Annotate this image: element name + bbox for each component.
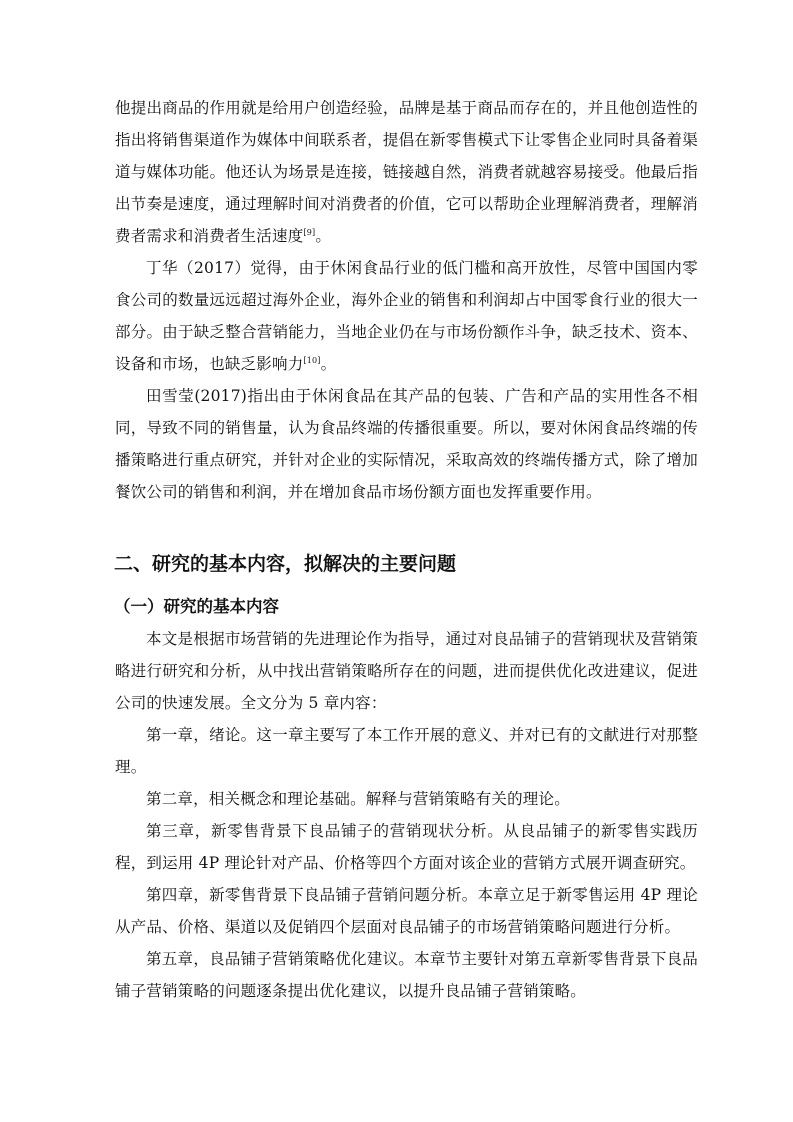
paragraph-chapter-2: 第二章，相关概念和理论基础。解释与营销策略有关的理论。 [146,790,570,808]
literature-review-section [115,92,698,508]
paragraph-chapter-4: 第四章，新零售背景下良品铺子营销问题分析。本章立足于新零售运用 4P 理论从产品、价格、渠道以及促销四个层面对良品铺子的市场营销策略问题进行分析。 [115,886,698,936]
paragraph-ding-hua: 丁华（2017）觉得，由于休闲食品行业的低门槛和高开放性，尽管中国国内零食公司的数量远远超过海外企业，海外企业的销售和利润却占中国零食行业的很大一部分。由于缺乏整合营销能力，当地企业仍在与市场份额作斗争，缺乏技术、资本、设备和市场，也缺乏影响力[10]。 [115,259,698,373]
paragraph-chapter-1: 第一章，绪论。这一章主要写了本工作开展的意义、并对已有的文献进行对那整理。 [115,726,698,776]
citation-ref: [9] [303,228,316,237]
subsection-heading: （一）研究的基本内容 [114,597,279,616]
paragraph-intro: 本文是根据市场营销的先进理论作为指导，通过对良品铺子的营销现状及营销策略进行研究和分析，从中找出营销策略所存在的问题，进而提供优化改进建议，促进公司的快速发展。全文分为 5 章内容： [115,630,698,712]
paragraph-chapter-5: 第五章，良品铺子营销策略优化建议。本章节主要针对第五章新零售背景下良品铺子营销策略的问题逐条提出优化建议，以提升良品铺子营销策略。 [115,950,698,1000]
research-content-section [115,623,698,1007]
section-heading: 二、研究的基本内容，拟解决的主要问题 [114,553,457,575]
paragraph-tian-xueying: 田雪莹(2017)指出由于休闲食品在其产品的包装、广告和产品的实用性各不相同，导致不同的销售量，认为食品终端的传播很重要。所以，要对休闲食品终端的传播策略进行重点研究，并针对企业的实际情况，采取高效的终端传播方式，除了增加餐饮公司的销售和利润，并在增加食品市场份额方面也发挥重要作用。 [115,387,698,501]
paragraph-continuation: 他提出商品的作用就是给用户创造经验，品牌是基于商品而存在的，并且他创造性的指出将销售渠道作为媒体中间联系者，提倡在新零售模式下让零售企业同时具备着渠道与媒体功能。他还认为场景是连接，链接越自然，消费者就越容易接受。他最后指出节奏是速度，通过理解时间对消费者的价值，它可以帮助企业理解消费者，理解消费者需求和消费者生活速度[9]。 [115,99,698,245]
citation-ref: [10] [303,356,321,365]
paragraph-chapter-3: 第三章，新零售背景下良品铺子的营销现状分析。从良品铺子的新零售实践历程，到运用 4P 理论针对产品、价格等四个方面对该企业的营销方式展开调查研究。 [115,822,698,872]
